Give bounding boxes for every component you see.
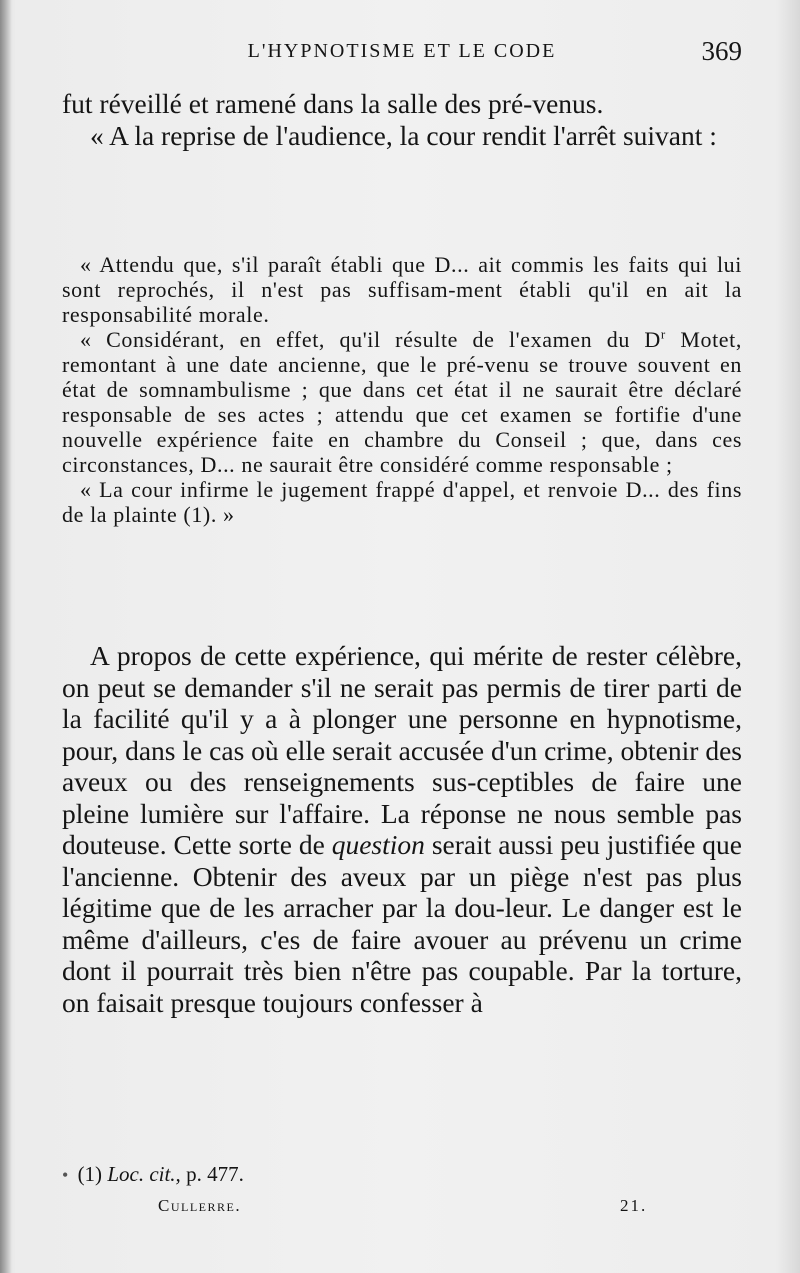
verdict-paragraph-3: « La cour infirme le jugement frappé d'appel, et renvoie D... des fins de la plainte (1). » (62, 477, 742, 527)
signature-number: 21. (620, 1196, 648, 1215)
main-text-part-2: serait aussi peu justifiée que l'ancienne. Obtenir des aveux par un piège n'est pas plus légitime que de les arracher par la dou-leur. Le danger est le même d'ailleurs, c'es de faire avouer au prévenu un crime dont il pourrait très bien n'être pas coupable. Par la torture, on faisait presque toujours confesser à (62, 829, 743, 1018)
verdict-paragraph-1: « Attendu que, s'il paraît établi que D... ait commis les faits qui lui sont reprochés, il n'est pas suffisam-ment établi qu'il en ait la responsabilité morale. (62, 252, 742, 327)
page-number: 369 (701, 36, 742, 66)
opening-text (62, 88, 742, 151)
verdict-paragraph-2-start: « Considérant, en effet, qu'il résulte de l'examen du D (80, 327, 661, 352)
verdict-paragraph-2 (62, 327, 742, 477)
main-paragraph (62, 640, 742, 1018)
footnote-number: (1) (77, 1162, 103, 1186)
question-emphasis: question (331, 829, 425, 860)
footnote-page: p. 477. (186, 1162, 244, 1186)
main-text-part-1: A propos de cette expérience, qui mérite de rester célèbre, on peut se demander s'il ne serait pas permis de tirer parti de la facilité qu'il y a à plonger une personne en hypnotisme, pour, dans le cas où elle serait accusée d'un crime, obtenir des aveux ou des renseignements sus-ceptibles de faire une pleine lumière sur l'affaire. La réponse ne nous semble pas douteuse. Cette sorte de (62, 640, 742, 860)
main-text (62, 640, 742, 1018)
verdict-quote (62, 252, 742, 527)
page-header (62, 36, 742, 72)
running-head: L'HYPNOTISME ET LE CODE (247, 40, 557, 62)
footnote (62, 1162, 244, 1187)
doctor-abbrev-superscript: r (660, 326, 666, 342)
footnote-mark: • (62, 1165, 69, 1185)
footnote-citation: Loc. cit., (107, 1162, 181, 1186)
page-gutter-shadow (0, 0, 12, 1273)
continuation-paragraph: fut réveillé et ramené dans la salle des pré-venus. (62, 88, 604, 119)
intro-paragraph: « A la reprise de l'audience, la cour rendit l'arrêt suivant : (90, 119, 717, 151)
verdict-paragraph-2-rest: Motet, remontant à une date ancienne, que le pré-venu se trouve souvent en état de somnambulisme ; que dans cet état il ne saurait être déclaré responsable de ses actes ; attendu que cet examen se fortifie d'une nouvelle expérience faite en chambre du Conseil ; que, dans ces circonstances, D... ne saurait être considéré comme responsable ; (62, 327, 742, 477)
signature-author: Cullerre. (158, 1196, 242, 1215)
